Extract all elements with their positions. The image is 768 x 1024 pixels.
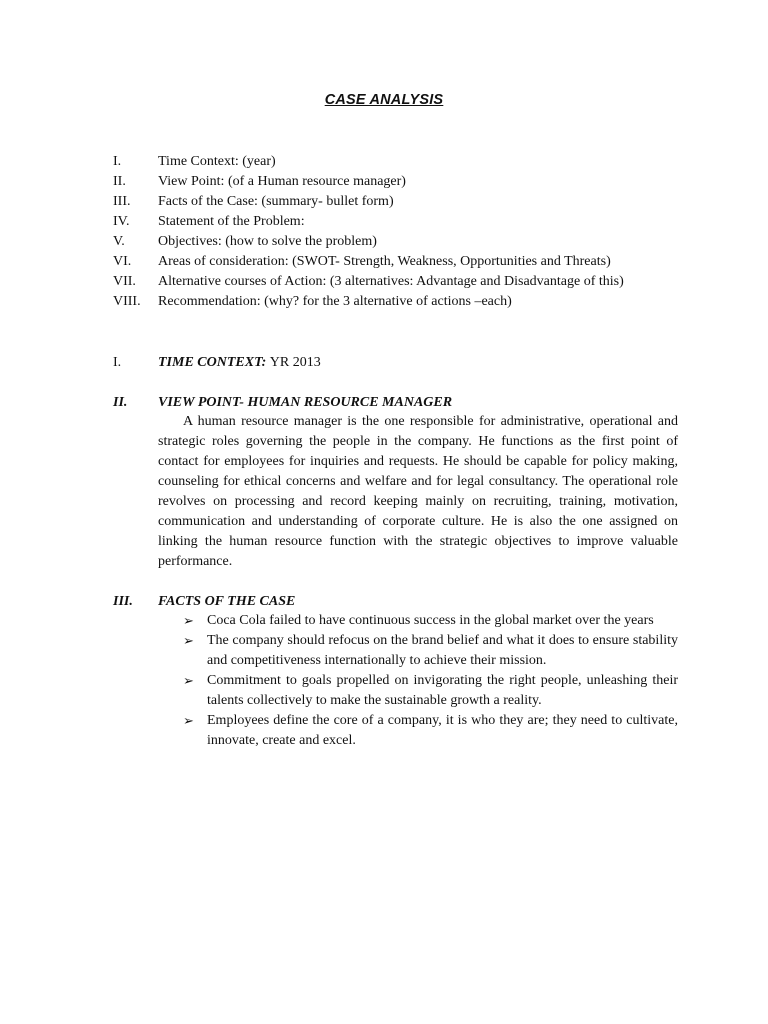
outline-item: [113, 272, 624, 292]
outline-number: II.: [113, 174, 126, 189]
section-facts: [113, 592, 295, 612]
section-heading: FACTS OF THE CASE: [158, 594, 296, 609]
list-item: [183, 671, 678, 711]
section-number: II.: [113, 395, 128, 410]
outline-number: V.: [113, 234, 125, 249]
section-heading: TIME CONTEXT:: [158, 355, 267, 370]
outline-text: Objectives: (how to solve the problem): [158, 234, 377, 249]
outline-number: IV.: [113, 214, 130, 229]
list-item: [183, 631, 678, 671]
document-title: CASE ANALYSIS: [324, 92, 444, 108]
outline-item: [113, 152, 624, 172]
outline-number: VIII.: [113, 294, 141, 309]
outline-number: III.: [113, 194, 131, 209]
bullet-text: Coca Cola failed to have continuous success in the global market over the years: [207, 613, 654, 628]
outline-number: VII.: [113, 274, 136, 289]
section-number: I.: [113, 355, 122, 370]
outline-item: [113, 292, 624, 312]
outline-item: [113, 252, 624, 272]
outline-text: Facts of the Case: (summary- bullet form): [158, 194, 394, 209]
section-view-point: [113, 393, 452, 413]
bullet-text: Employees define the core of a company, it is who they are; they need to cultivate, innovate, create and excel.: [207, 713, 678, 748]
outline-text: View Point: (of a Human resource manager): [158, 174, 406, 189]
section-value: YR 2013: [269, 355, 321, 370]
list-item: [183, 611, 678, 631]
outline-number: VI.: [113, 254, 132, 269]
arrow-bullet-icon: ➢: [183, 673, 194, 688]
outline-item: [113, 172, 624, 192]
bullet-text: Commitment to goals propelled on invigorating the right people, unleashing their talents collectively to make the sustainable growth a reality.: [207, 673, 678, 708]
arrow-bullet-icon: ➢: [183, 713, 194, 728]
outline-text: Recommendation: (why? for the 3 alternative of actions –each): [158, 294, 512, 309]
outline-list: [113, 152, 624, 312]
section-time-context: [113, 353, 321, 373]
bullet-text: The company should refocus on the brand belief and what it does to ensure stability and competitiveness internationally to achieve their mission.: [207, 633, 678, 668]
outline-item: [113, 212, 624, 232]
arrow-bullet-icon: ➢: [183, 613, 194, 628]
outline-number: I.: [113, 154, 122, 169]
outline-item: [113, 192, 624, 212]
view-point-paragraph: A human resource manager is the one responsible for administrative, operational and strategic roles governing the people in the company. He functions as the first point of contact for employees for inquiries and requests. He should be capable for policy making, counseling for ethical concerns and welfare and for legal consultancy. The operational role revolves on processing and record keeping mainly on recruiting, training, motivation, communication and understanding of corporate culture. He is also the one assigned on linking the human resource function with the strategic objectives to improve valuable performance.: [158, 414, 678, 569]
section-number: III.: [113, 594, 133, 609]
facts-bullet-list: [183, 611, 678, 751]
arrow-bullet-icon: ➢: [183, 633, 194, 648]
outline-item: [113, 232, 624, 252]
list-item: [183, 711, 678, 751]
section-heading: VIEW POINT- HUMAN RESOURCE MANAGER: [158, 395, 453, 410]
outline-text: Statement of the Problem:: [158, 214, 305, 229]
outline-text: Areas of consideration: (SWOT- Strength, Weakness, Opportunities and Threats): [158, 254, 611, 269]
outline-text: Alternative courses of Action: (3 alternatives: Advantage and Disadvantage of this): [158, 274, 624, 289]
outline-text: Time Context: (year): [158, 154, 276, 169]
